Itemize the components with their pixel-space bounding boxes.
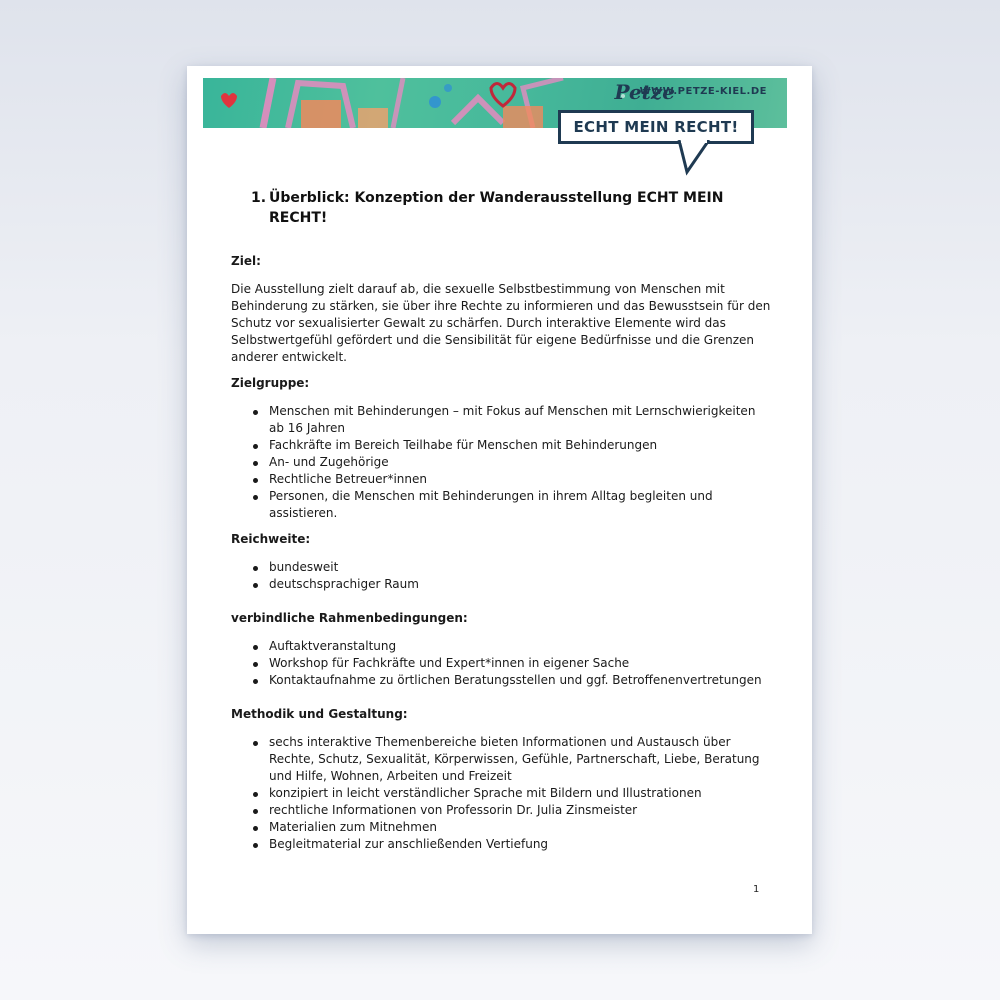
- methodik-title: Methodik und Gestaltung:: [231, 707, 408, 721]
- speech-bubble-tail-icon: [675, 140, 715, 176]
- ziel-title: Ziel:: [231, 254, 261, 268]
- list-item: konzipiert in leicht verständlicher Sprache mit Bildern und Illustrationen: [231, 785, 771, 802]
- list-item: rechtliche Informationen von Professorin Dr. Julia Zinsmeister: [231, 802, 771, 819]
- document-body: [231, 253, 771, 853]
- heart-icon: [221, 93, 237, 108]
- list-item: Menschen mit Behinderungen – mit Fokus auf Menschen mit Lernschwierigkeiten ab 16 Jahren: [231, 403, 771, 437]
- heading-number: 1.: [251, 190, 267, 206]
- list-item: Personen, die Menschen mit Behinderungen in ihrem Alltag begleiten und assistieren.: [231, 488, 771, 522]
- petze-logo: Petze: [614, 80, 675, 104]
- reichweite-list: [231, 559, 771, 593]
- zielgruppe-list: [231, 403, 771, 522]
- list-item: An- und Zugehörige: [231, 454, 771, 471]
- list-item: Materialien zum Mitnehmen: [231, 819, 771, 836]
- zielgruppe-title: Zielgruppe:: [231, 376, 310, 390]
- list-item: Rechtliche Betreuer*innen: [231, 471, 771, 488]
- list-item: sechs interaktive Themenbereiche bieten Informationen und Austausch über Rechte, Schutz, Sexualität, Körperwissen, Gefühle, Partnerschaft, Liebe, Beratung und Hilfe, Wohnen, Arbeiten und Freizeit: [231, 734, 771, 785]
- rahmen-list: [231, 638, 771, 689]
- list-item: deutschsprachiger Raum: [231, 576, 771, 593]
- list-item: Kontaktaufnahme zu örtlichen Beratungsstellen und ggf. Betroffenenvertretungen: [231, 672, 771, 689]
- list-item: Begleitmaterial zur anschließenden Vertiefung: [231, 836, 771, 853]
- list-item: Fachkräfte im Bereich Teilhabe für Menschen mit Behinderungen: [231, 437, 771, 454]
- heading-text: Überblick: Konzeption der Wanderausstellung ECHT MEIN RECHT!: [269, 190, 724, 226]
- list-item: Auftaktveranstaltung: [231, 638, 771, 655]
- list-item: Workshop für Fachkräfte und Expert*innen in eigener Sache: [231, 655, 771, 672]
- list-item: bundesweit: [231, 559, 771, 576]
- rahmen-title: verbindliche Rahmenbedingungen:: [231, 611, 468, 625]
- document-page: [187, 66, 812, 934]
- section-heading: [251, 188, 731, 228]
- page-number: 1: [753, 884, 760, 895]
- reichweite-title: Reichweite:: [231, 532, 311, 546]
- methodik-list: [231, 734, 771, 853]
- ziel-paragraph: Die Ausstellung zielt darauf ab, die sexuelle Selbstbestimmung von Menschen mit Behinderung zu stärken, sie über ihre Rechte zu informieren und das Bewusstsein für den Schutz vor sexualisierter Gewalt zu schärfen. Durch interaktive Elemente wird das Selbstwertgefühl gefördert und die Sensibilität für eigene Bedürfnisse und die Grenzen anderer entwickelt.: [231, 282, 771, 364]
- speech-bubble-badge: ECHT MEIN RECHT!: [558, 110, 754, 144]
- website-url: WWW.PETZE-KIEL.DE: [639, 86, 767, 97]
